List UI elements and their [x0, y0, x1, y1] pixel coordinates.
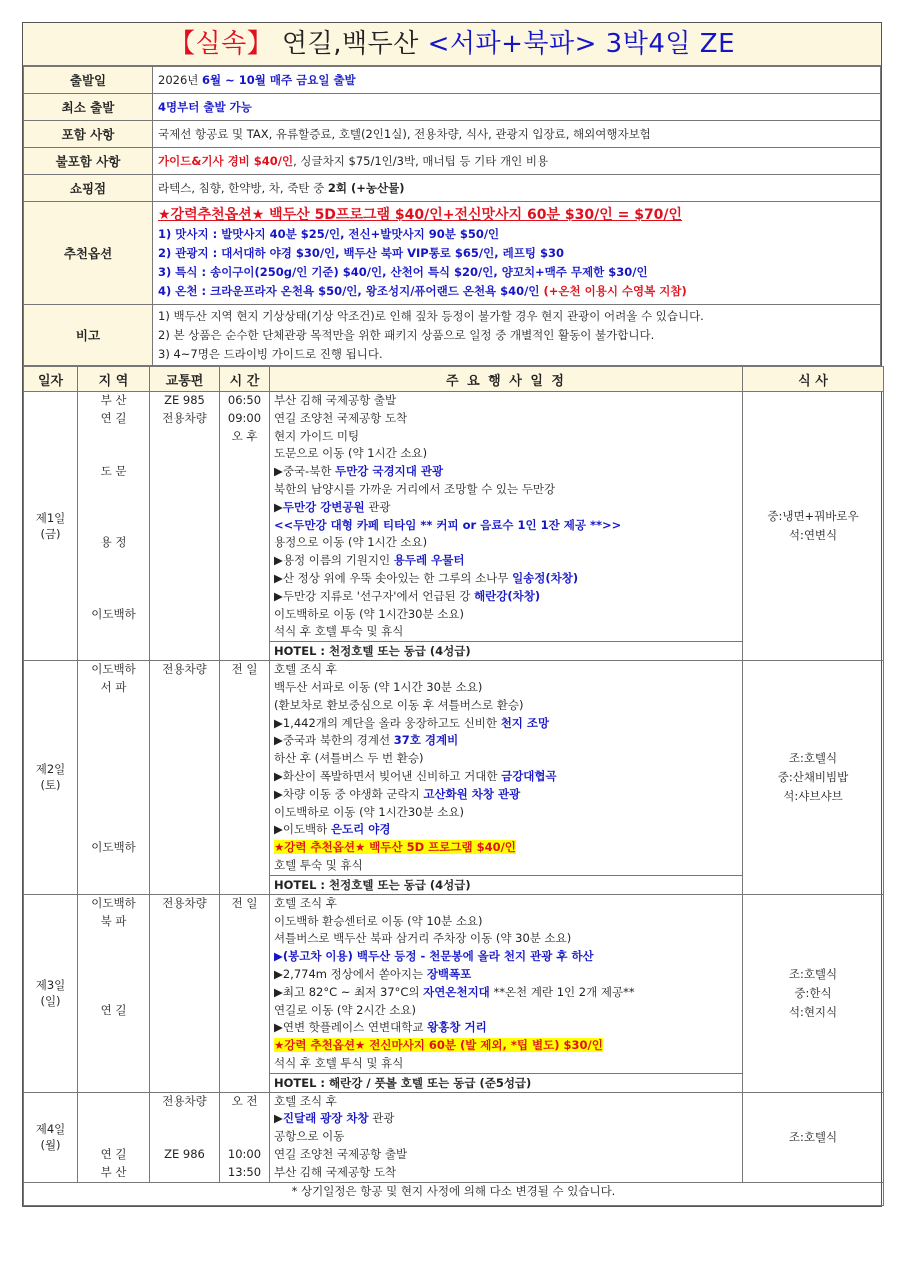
itinerary-highlight: 용두레 우물터: [393, 553, 465, 568]
itinerary-highlight: 천지 조망: [500, 715, 550, 730]
itinerary-column: [270, 1092, 743, 1182]
itinerary-highlight: 은도리 야경: [330, 822, 391, 837]
itinerary-text: ▶두만강 지류로 '선구자'에서 언급된 강: [274, 588, 475, 603]
hotel-line: HOTEL : 해란강 / 풋볼 호텔 또는 동급 (준5성급): [270, 1073, 742, 1092]
itinerary-highlight: 자연온천지대: [423, 984, 490, 999]
hotel-line: HOTEL : 천정호텔 또는 동급 (4성급): [270, 875, 742, 894]
region-name: [78, 1093, 149, 1111]
remarks-line: 3) 4~7명은 드라이빙 가이드로 진행 됩니다.: [158, 346, 383, 361]
meals-column: [743, 661, 884, 895]
header-region: 지 역: [78, 367, 150, 392]
remarks-line: 2) 본 상품은 순수한 단체관광 목적만을 위한 패키지 상품으로 일정 중 개별적인 활동이 불가합니다.: [158, 327, 655, 342]
transport-name: 전용차량: [162, 662, 207, 677]
region-name: [78, 984, 149, 1002]
meal-item: 석:연변식: [788, 528, 838, 543]
transport-name: [150, 1164, 219, 1182]
day-row-4: [24, 1092, 884, 1182]
region-name: [78, 930, 149, 948]
itinerary-line: [274, 839, 742, 857]
schedule-table: [23, 366, 884, 1206]
day-row-1: [24, 392, 884, 661]
transport-name: 전용차량: [162, 895, 207, 910]
itinerary-line: [274, 428, 742, 446]
options-item: 1) 맛사지 : 발맛사지 40분 $25/인, 전신+발맛사지 90분 $50/인: [158, 227, 500, 241]
time-value: 09:00: [227, 410, 262, 425]
itinerary-line: [274, 481, 742, 499]
footer-row: [24, 1182, 884, 1205]
itinerary-text: ▶이도백하: [274, 822, 331, 837]
transport-column: [150, 661, 220, 895]
region-column: [78, 661, 150, 895]
itinerary-line: [274, 697, 742, 715]
remarks-line: 1) 백두산 지역 현지 기상상태(기상 악조건)로 인해 짚차 등정이 불가할 경우 현지 관광이 어려울 수 있습니다.: [158, 308, 704, 323]
options-item: 2) 관광지 : 대서대하 야경 $30/인, 백두산 북파 VIP통로 $65/인, 레프팅 $30: [158, 246, 564, 260]
info-row-minimum: [24, 94, 881, 121]
info-value: 4명부터 출발 가능: [153, 94, 881, 121]
itinerary-line: [274, 1146, 742, 1164]
itinerary-line: [274, 984, 742, 1002]
itinerary-text: 호텔 조식 후: [274, 662, 337, 677]
itinerary-column: [270, 661, 743, 895]
itinerary-line: [274, 1093, 742, 1111]
itinerary-text: 부산 김해 국제공항 도착: [274, 1164, 397, 1179]
region-name: [78, 552, 149, 570]
time-value: 13:50: [227, 1164, 262, 1179]
region-name: [78, 499, 149, 517]
itinerary-text: 석식 후 호텔 투식 및 휴식: [274, 1055, 404, 1070]
itinerary-line: <<두만강 대형 카페 티타임 ** 커피 or 음료수 1인 1잔 제공 **>>: [274, 517, 622, 532]
itinerary-text: ▶산 정상 위에 우뚝 솟아있는 한 그루의 소나무: [274, 570, 513, 585]
itinerary-highlight: 해란강(차창): [474, 588, 541, 603]
transport-name: [150, 1128, 219, 1146]
itinerary-text: 백두산 서파로 이동 (약 1시간 30분 소요): [274, 679, 483, 694]
region-name: [78, 481, 149, 499]
title-name: 연길,백두산: [273, 29, 428, 59]
itinerary-line: [274, 857, 742, 875]
region-name: 연 길: [100, 410, 127, 425]
time-value: [220, 1110, 269, 1128]
info-table: [23, 66, 881, 366]
info-row-shopping: [24, 175, 881, 202]
info-label: 비고: [24, 305, 153, 366]
day-row-3: [24, 894, 884, 1092]
itinerary-text: 호텔 투숙 및 휴식: [274, 857, 363, 872]
itinerary-text: 이도백하로 이동 (약 1시간30분 소요): [274, 606, 464, 621]
time-value: 오 전: [231, 1093, 258, 1108]
itinerary-text: 호텔 조식 후: [274, 1093, 337, 1108]
region-name: [78, 768, 149, 786]
time-value: 06:50: [227, 393, 262, 407]
info-value: [153, 148, 881, 175]
time-column: [220, 661, 270, 895]
day-number: 제3일: [35, 978, 66, 993]
region-name: 연 길: [100, 1002, 127, 1017]
page-title: [23, 23, 881, 66]
options-headline: ★강력추천옵션★ 백두산 5D프로그램 $40/인+전신맛사지 60분 $30/인 = $70/인: [158, 207, 683, 223]
itinerary-highlight: 금강대협곡: [501, 768, 557, 783]
region-name: [78, 786, 149, 804]
region-name: 부 산: [100, 393, 127, 407]
day-of-week: (토): [40, 778, 61, 793]
itinerary-text: (환보차로 환보중심으로 이동 후 셔틀버스로 환승): [274, 697, 524, 712]
time-column: [220, 1092, 270, 1182]
itinerary-line: [274, 1037, 742, 1055]
transport-name: ZE 985: [164, 393, 205, 407]
itinerary-lines: [270, 392, 742, 641]
itinerary-text: 북한의 남양시를 가까운 거리에서 조망할 수 있는 두만강: [274, 481, 556, 496]
itinerary-text: ▶화산이 폭발하면서 빚어낸 신비하고 거대한: [274, 768, 502, 783]
itinerary-line: [274, 1110, 742, 1128]
meals-column: [743, 894, 884, 1092]
itinerary-line: [274, 463, 742, 481]
region-name: 서 파: [100, 679, 127, 694]
shopping-prefix: 라텍스, 침향, 한약방, 차, 죽탄 중: [158, 181, 328, 195]
itinerary-column: [270, 894, 743, 1092]
meals-column: [743, 1092, 884, 1182]
itinerary-line: [274, 410, 742, 428]
itinerary-line: [274, 679, 742, 697]
itinerary-line: [274, 895, 742, 913]
info-value: [153, 175, 881, 202]
transport-name: 전용차량: [162, 1093, 207, 1108]
itinerary-highlight: 두만강 강변공원: [282, 499, 365, 514]
itinerary-line: [274, 804, 742, 822]
options-cell: [153, 202, 881, 305]
itinerary-line: [274, 661, 742, 679]
day-number: 제2일: [35, 762, 66, 777]
itinerary-line: [274, 570, 742, 588]
info-row-options: [24, 202, 881, 305]
region-name: [78, 428, 149, 446]
itinerary-highlight: 왕홍창 거리: [427, 1020, 487, 1035]
itinerary-line: [274, 606, 742, 624]
day-number: 제1일: [35, 511, 66, 526]
itinerary-text: ▶: [274, 499, 283, 514]
itinerary-text: 부산 김해 국제공항 출발: [274, 393, 397, 407]
region-name: 부 산: [100, 1164, 127, 1179]
itinerary-line: [274, 534, 742, 552]
region-name: 용 정: [100, 535, 127, 550]
itinerary-highlight: 진달래 광장 차창: [282, 1111, 369, 1126]
region-name: 이도백하: [91, 606, 136, 621]
itinerary-line: [274, 1055, 742, 1073]
itinerary-text: 도문으로 이동 (약 1시간 소요): [274, 446, 428, 461]
shopping-value: 2회 (+농산물): [327, 181, 405, 195]
meal-item: 중:냉면+꿔바로우: [767, 509, 859, 524]
itinerary-line: [274, 392, 742, 410]
info-label: 최소 출발: [24, 94, 153, 121]
itinerary-line: [274, 552, 742, 570]
itinerary-line: [274, 499, 742, 517]
day-of-week: (일): [40, 994, 61, 1009]
region-column: [78, 894, 150, 1092]
itinerary-line: [274, 966, 742, 984]
itinerary-text: 셔틀버스로 백두산 북파 삼거리 주차장 이동 (약 30분 소요): [274, 931, 572, 946]
meal-item: 중:한식: [794, 985, 832, 1000]
itinerary-text: 용정으로 이동 (약 1시간 소요): [274, 535, 428, 550]
region-name: 이도백하: [91, 662, 136, 677]
title-bracket: 【실속】: [168, 29, 274, 59]
itinerary-line: [274, 1164, 742, 1182]
option-highlight: ★강력 추천옵션★ 백두산 5D 프로그램 $40/인: [274, 840, 516, 855]
itinerary-line: [274, 1002, 742, 1020]
itinerary-text: 공항으로 이동: [274, 1129, 345, 1144]
itinerary-line: [274, 750, 742, 768]
itinerary-line: [274, 1019, 742, 1037]
itinerary-highlight: 37호 경계비: [393, 733, 459, 748]
meal-item: 조:호텔식: [788, 1129, 838, 1144]
region-name: [78, 821, 149, 839]
region-name: [78, 804, 149, 822]
itinerary-line: [274, 732, 742, 750]
itinerary-text: ▶2,774m 정상에서 쏟아지는: [274, 966, 427, 981]
itinerary-lines: [270, 895, 742, 1073]
schedule-header-row: [24, 367, 884, 392]
itinerary-sheet: [22, 22, 882, 1207]
day-label: [24, 661, 78, 895]
time-value: 전 일: [231, 895, 258, 910]
info-label: 출발일: [24, 67, 153, 94]
itinerary-line: [274, 768, 742, 786]
itinerary-line: ▶(봉고차 이용) 백두산 등정 - 천문봉에 올라 천지 관광 후 하산: [274, 949, 594, 964]
region-name: [78, 732, 149, 750]
day-label: [24, 894, 78, 1092]
itinerary-line: [274, 930, 742, 948]
itinerary-text: 호텔 조식 후: [274, 895, 337, 910]
excluded-highlight: 가이드&기사 경비 $40/인: [158, 154, 294, 168]
meal-item: 중:산채비빔밥: [777, 769, 849, 784]
itinerary-text: ▶1,442개의 계단을 올라 웅장하고도 신비한: [274, 715, 501, 730]
day-number: 제4일: [35, 1122, 66, 1137]
itinerary-text: ▶: [274, 1111, 283, 1126]
itinerary-text: ▶중국-북한: [274, 464, 336, 479]
transport-column: [150, 1092, 220, 1182]
options-item4-main: 4) 온천 : 크라운프라자 온천욕 $50/인, 왕조성지/퓨어랜드 온천욕 $40/인: [158, 284, 544, 298]
itinerary-text: 연길 조양천 국제공항 출발: [274, 1147, 408, 1162]
itinerary-text: ▶차량 이동 중 야생화 군락지: [274, 786, 424, 801]
day-row-2: [24, 661, 884, 895]
itinerary-highlight: 고산화원 차창 관광: [423, 786, 521, 801]
transport-column: [150, 392, 220, 661]
info-label: 불포함 사항: [24, 148, 153, 175]
info-label: 포함 사항: [24, 121, 153, 148]
itinerary-lines: [270, 661, 742, 875]
itinerary-line: [274, 623, 742, 641]
transport-column: [150, 894, 220, 1092]
region-name: [78, 588, 149, 606]
itinerary-line: [274, 913, 742, 931]
itinerary-text: 하산 후 (셔틀버스 두 번 환승): [274, 751, 424, 766]
options-item: [158, 282, 880, 301]
info-value: 국제선 항공료 및 TAX, 유류할증료, 호텔(2인1실), 전용차량, 식사, 관광지 입장료, 해외여행자보험: [153, 121, 881, 148]
region-name: [78, 1128, 149, 1146]
options-item4-note: (+온천 이용시 수영복 지참): [543, 284, 687, 298]
transport-name: [150, 1110, 219, 1128]
region-name: [78, 641, 149, 659]
itinerary-text: ▶중국과 북한의 경계선: [274, 733, 394, 748]
info-value: [153, 67, 881, 94]
itinerary-highlight: 장백폭포: [426, 966, 472, 981]
header-meals: 식 사: [743, 367, 884, 392]
info-row-remarks: [24, 305, 881, 366]
itinerary-text: 연길 조양천 국제공항 도착: [274, 410, 408, 425]
meals-column: [743, 392, 884, 661]
header-itinerary: 주 요 행 사 일 정: [270, 367, 743, 392]
region-name: [78, 715, 149, 733]
info-row-included: [24, 121, 881, 148]
time-value: [220, 1128, 269, 1146]
itinerary-text: 이도백하 환승센터로 이동 (약 10분 소요): [274, 913, 483, 928]
day-of-week: (월): [40, 1138, 61, 1153]
day-label: [24, 392, 78, 661]
itinerary-text: 현지 가이드 미팅: [274, 428, 360, 443]
itinerary-text: 연길로 이동 (약 2시간 소요): [274, 1002, 417, 1017]
region-name: [78, 623, 149, 641]
meal-item: 석:샤브샤브: [783, 788, 843, 803]
meal-item: 석:현지식: [788, 1004, 838, 1019]
day-of-week: (금): [40, 527, 61, 542]
meal-item: 조:호텔식: [788, 966, 838, 981]
info-row-departure: [24, 67, 881, 94]
time-column: [220, 894, 270, 1092]
itinerary-text: 관광: [368, 1111, 395, 1126]
region-name: [78, 697, 149, 715]
itinerary-text: 이도백하로 이동 (약 1시간30분 소요): [274, 804, 464, 819]
info-label: 쇼핑점: [24, 175, 153, 202]
region-name: [78, 517, 149, 535]
header-time: 시 간: [220, 367, 270, 392]
itinerary-line: [274, 786, 742, 804]
itinerary-highlight: 일송정(차창): [512, 570, 579, 585]
header-transport: 교통편: [150, 367, 220, 392]
header-date: 일자: [24, 367, 78, 392]
itinerary-line: [274, 1128, 742, 1146]
hotel-line: HOTEL : 천정호텔 또는 동급 (4성급): [270, 641, 742, 660]
transport-name: ZE 986: [164, 1147, 205, 1162]
region-name: [78, 445, 149, 463]
itinerary-line: [274, 445, 742, 463]
region-name: [78, 570, 149, 588]
remarks-cell: [153, 305, 881, 366]
itinerary-text: ▶최고 82°C ~ 최저 37°C의: [274, 984, 424, 999]
region-name: 이도백하: [91, 840, 136, 855]
options-item: 3) 특식 : 송이구이(250g/인 기준) $40/인, 산천어 특식 $20/인, 양꼬치+맥주 무제한 $30/인: [158, 265, 648, 279]
itinerary-highlight: 두만강 국경지대 관광: [335, 464, 444, 479]
option-highlight: ★강력 추천옵션★ 전신마사지 60분 (발 제외, *팁 별도) $30/인: [274, 1038, 603, 1053]
itinerary-line: [274, 715, 742, 733]
region-name: [78, 1110, 149, 1128]
departure-prefix: 2026년: [158, 73, 203, 87]
itinerary-column: [270, 392, 743, 661]
meal-item: 조:호텔식: [788, 750, 838, 765]
departure-value: 6월 ~ 10월 매주 금요일 출발: [202, 73, 356, 87]
itinerary-text: 석식 후 호텔 투숙 및 휴식: [274, 624, 404, 639]
region-name: 이도백하: [91, 895, 136, 910]
itinerary-line: [274, 588, 742, 606]
region-name: [78, 966, 149, 984]
region-column: [78, 392, 150, 661]
title-route: <서파+북파> 3박4일 ZE: [427, 29, 735, 59]
info-label: 추천옵션: [24, 202, 153, 305]
time-value: 전 일: [231, 662, 258, 677]
footer-note: * 상기일정은 항공 및 현지 사정에 의해 다소 변경될 수 있습니다.: [24, 1182, 884, 1205]
region-column: [78, 1092, 150, 1182]
itinerary-text: **온천 계란 1인 2개 제공**: [489, 984, 635, 999]
region-name: 도 문: [100, 464, 127, 479]
itinerary-text: 관광: [364, 499, 391, 514]
itinerary-lines: [270, 1093, 742, 1182]
region-name: [78, 750, 149, 768]
itinerary-text: ▶용정 이름의 기원지인: [274, 553, 394, 568]
time-value: 10:00: [227, 1147, 262, 1162]
itinerary-line: [274, 821, 742, 839]
transport-name: 전용차량: [162, 410, 207, 425]
info-row-excluded: [24, 148, 881, 175]
time-value: 오 후: [231, 428, 258, 443]
region-name: 연 길: [100, 1147, 127, 1162]
region-name: 북 파: [100, 913, 127, 928]
time-column: [220, 392, 270, 661]
itinerary-text: ▶연변 핫플레이스 연변대학교: [274, 1020, 428, 1035]
region-name: [78, 948, 149, 966]
excluded-rest: , 싱글차지 $75/1인/3박, 매너팁 등 기타 개인 비용: [293, 154, 549, 168]
day-label: [24, 1092, 78, 1182]
